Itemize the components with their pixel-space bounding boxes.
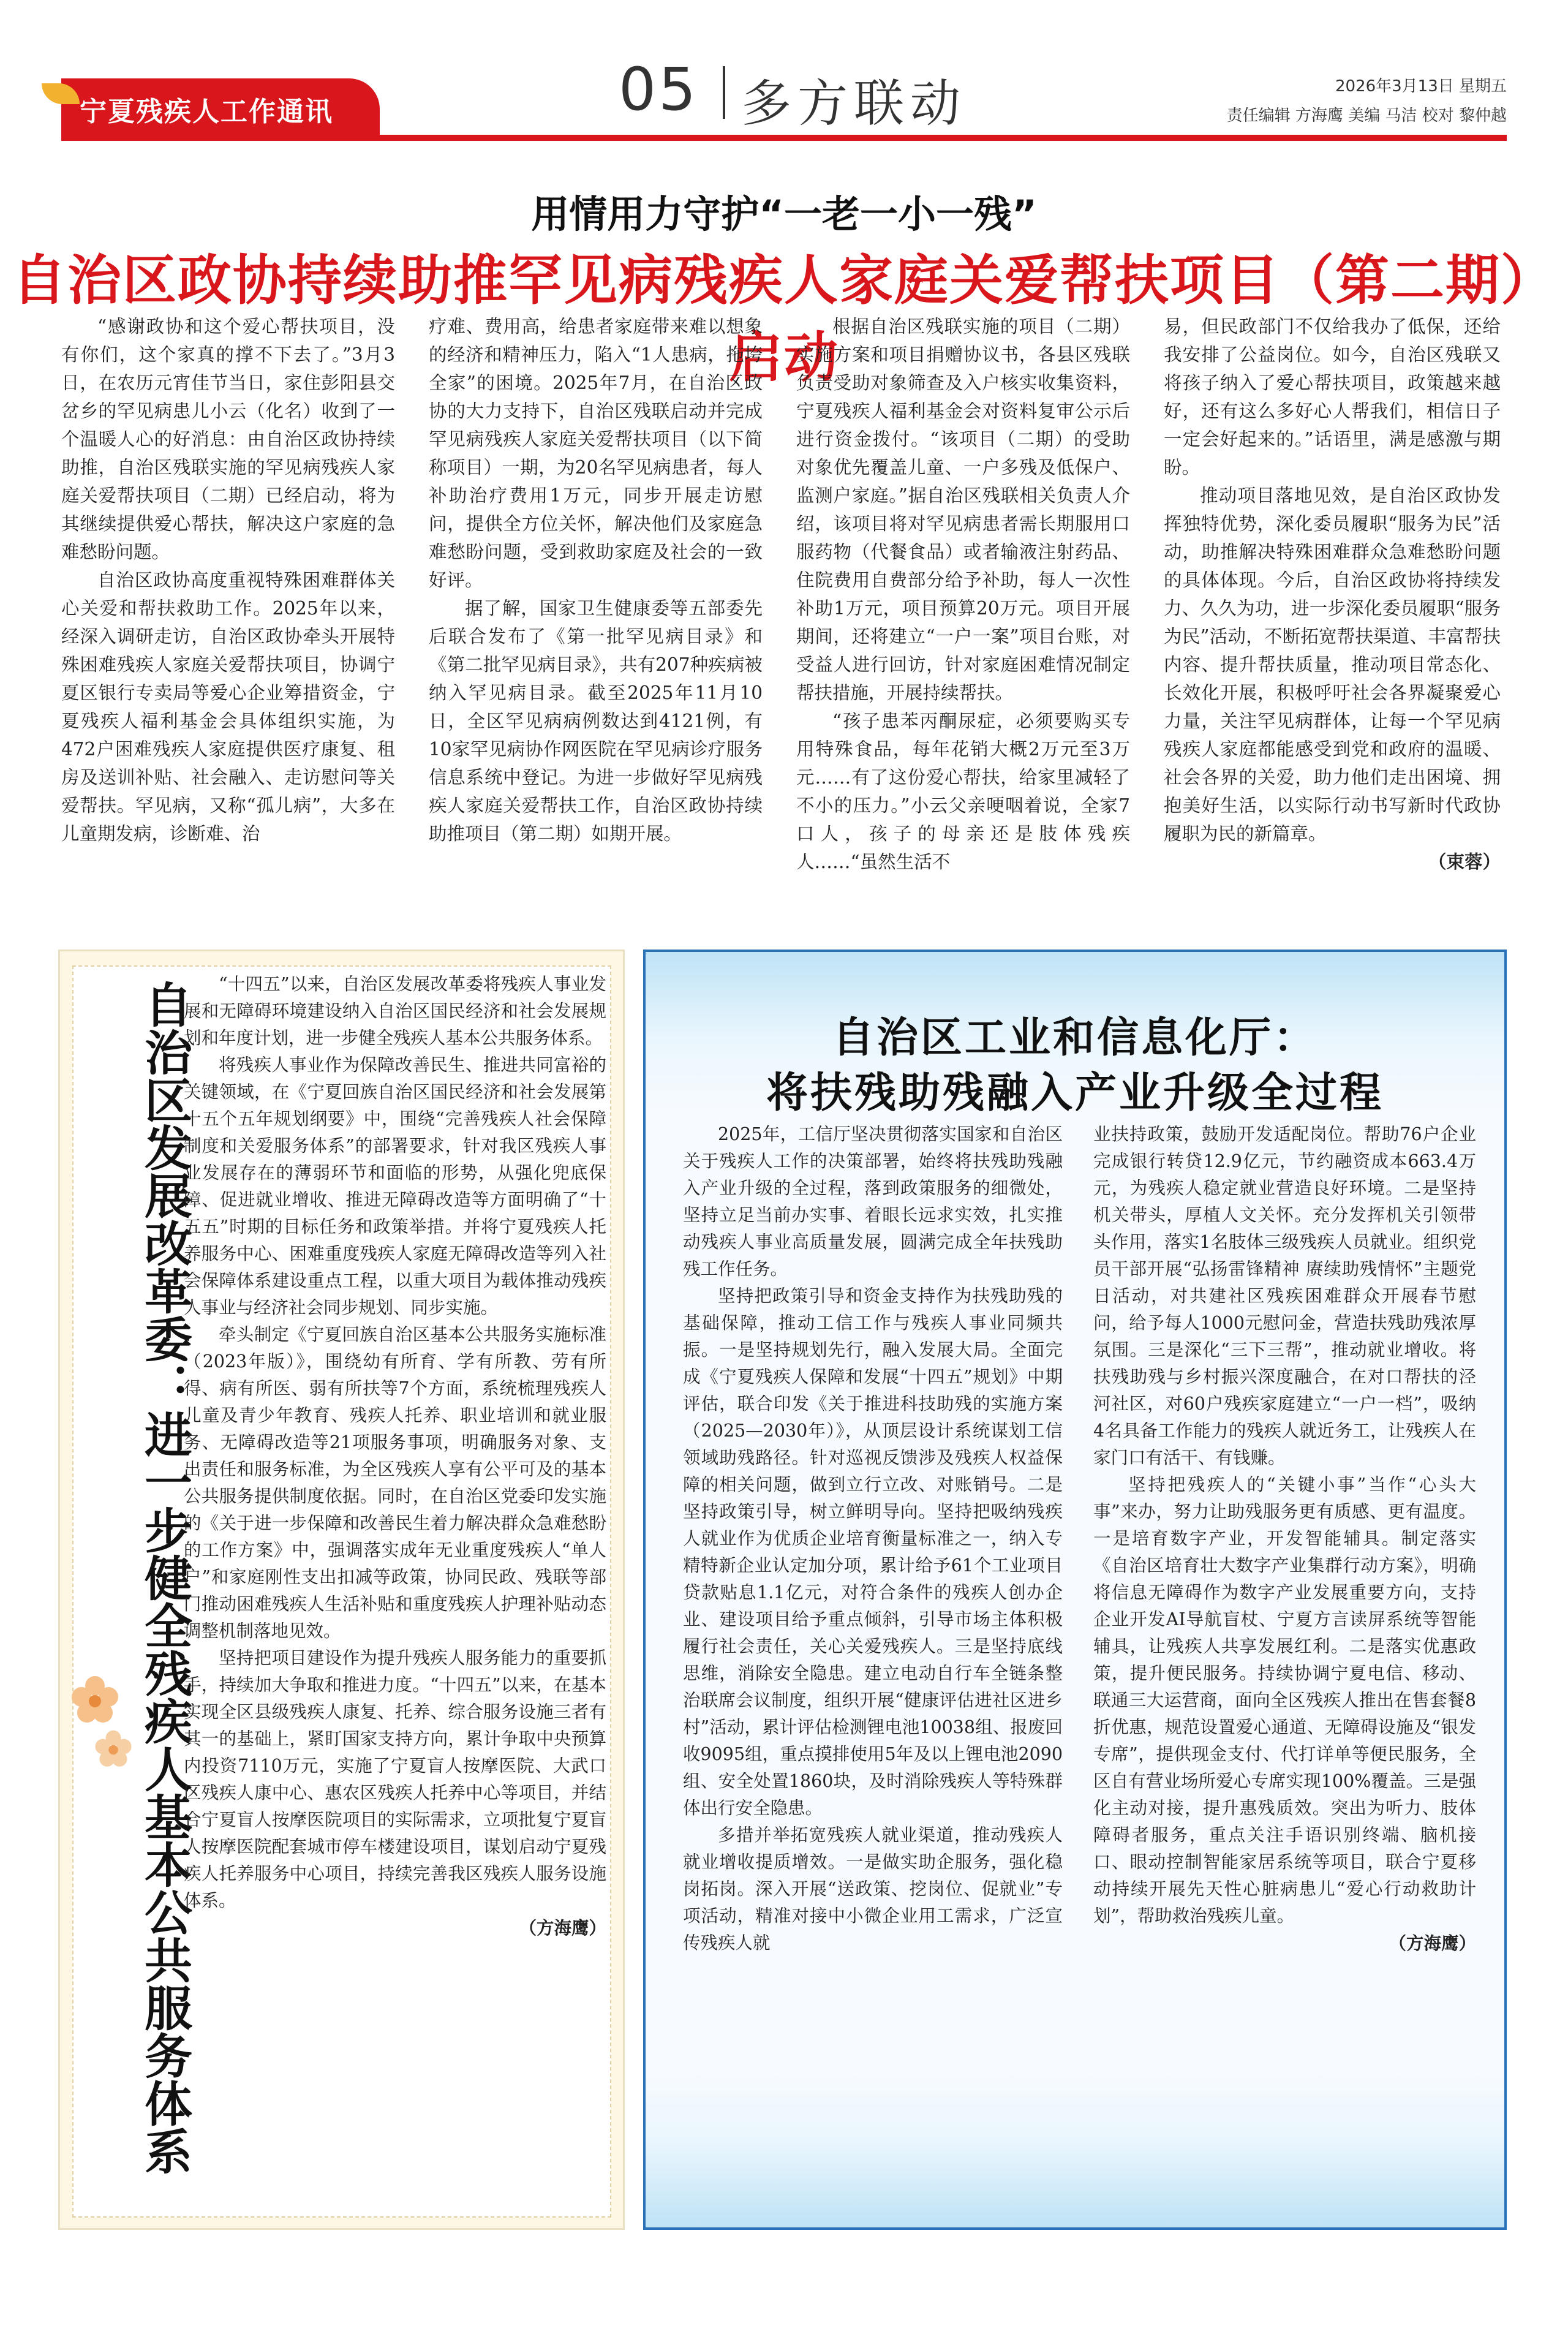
paragraph: 2025年，工信厅坚决贯彻落实国家和自治区关于残疾人工作的决策部署，始终将扶残助残融入产业升级的全过程，落到政策服务的细微处，坚持立足当前办实事、着眼长远求实效，扎实推动残疾人事业高质量发展，圆满完成全年扶残助残工作任务。 <box>683 1124 1063 1279</box>
leaf-ornament-icon <box>42 83 80 104</box>
paragraph: 多措并举拓宽残疾人就业渠道，推动残疾人就业增收提质增效。一是做实助企服务，强化稳岗拓岗。深入开展“送政策、挖岗位、促就业”专项活动，精准对接中小微企业用工需求，广泛宣传残疾人就 <box>683 1825 1063 1953</box>
article3-column-1 <box>683 1121 1063 1957</box>
paragraph: 推动项目落地见效，是自治区政协发挥独特优势，深化委员履职“服务为民”活动，助推解决特殊困难群众急难愁盼问题的具体体现。今后，自治区政协将持续发力、久久为功，进一步深化委员履职“服务为民”活动，不断拓宽帮扶渠道、丰富帮扶内容、提升帮扶质量，推动项目常态化、长效化开展，积极呼吁社会各界凝聚爱心力量，关注罕见病群体，让每一个罕见病残疾人家庭都能感受到党和政府的温暖、社会各界的关爱，助力他们走出困境、拥抱美好生活，以实际行动书写新时代政协履职为民的新篇章。 <box>1164 485 1501 844</box>
lead-headline: 自治区政协持续助推罕见病残疾人家庭关爱帮扶项目（第二期）启动 <box>12 249 1556 389</box>
date-line: 2026年3月13日 星期五 <box>1335 77 1507 96</box>
article2-body <box>184 971 606 1941</box>
section-title: 多方联动 <box>741 75 967 133</box>
paragraph: 牵头制定《宁夏回族自治区基本公共服务实施标准（2023年版）》，围绕幼有所育、学有所教、劳有所得、病有所医、弱有所扶等7个方面，系统梳理残疾人儿童及青少年教育、残疾人托养、职业培训和就业服务、无障碍改造等21项服务事项，明确服务对象、支出责任和服务标准，为全区残疾人享有公平可及的基本公共服务提供制度依据。同时，在自治区党委印发实施的《关于进一步保障和改善民生着力解决群众急难愁盼的工作方案》中，强调落实成年无业重度残疾人“单人户”和家庭刚性支出扣减等政策，协同民政、残联等部门推动困难残疾人生活补贴和重度残疾人护理补贴动态调整机制落地见效。 <box>184 1324 606 1641</box>
lead-column-3 <box>796 312 1130 876</box>
flower-icon <box>67 1672 123 1728</box>
paragraph: 将残疾人事业作为保障改善民生、推进共同富裕的关键领域，在《宁夏回族自治区国民经济和社会发展第十五个五年规划纲要》中，围绕“完善残疾人社会保障制度和关爱服务体系”的部署要求，针对我区残疾人事业发展存在的薄弱环节和面临的形势，从强化兜底保障、促进就业增收、推进无障碍改造等方面明确了“十五五”时期的目标任务和政策举措。并将宁夏残疾人托养服务中心、困难重度残疾人家庭无障碍改造等列入社会保障体系建设重点工程，以重大项目为载体推动残疾人事业与经济社会同步规划、同步实施。 <box>184 1055 606 1318</box>
page-number: 05 <box>619 55 699 124</box>
byline: （方海鹰） <box>1389 1933 1476 1954</box>
masthead-tab <box>61 78 380 140</box>
paragraph: 易，但民政部门不仅给我办了低保，还给我安排了公益岗位。如今，自治区残联又将孩子纳入了爱心帮扶项目，政策越来越好，还有这么多好心人帮我们，相信日子一定会好起来的。”话语里，满是感激与期盼。 <box>1164 316 1501 478</box>
paragraph: 坚持把项目建设作为提升残疾人服务能力的重要抓手，持续加大争取和推进力度。“十四五”以来，在基本实现全区县级残疾人康复、托养、综合服务设施三者有其一的基础上，紧盯国家支持方向，累计争取中央预算内投资7110万元，实施了宁夏盲人按摩医院、大武口区残疾人康中心、惠农区残疾人托养中心等项目，并结合宁夏盲人按摩医院项目的实际需求，立项批复宁夏盲人按摩医院配套城市停车楼建设项目，谋划启动宁夏残疾人托养服务中心项目，持续完善我区残疾人服务设施体系。 <box>184 1648 606 1911</box>
paragraph: “孩子患苯丙酮尿症，必须要购买专用特殊食品，每年花销大概2万元至3万元……有了这份爱心帮扶，给家里减轻了不小的压力。”小云父亲哽咽着说，全家7口人，孩子的母亲还是肢体残疾人……“虽然生活不 <box>796 711 1130 872</box>
header-rule <box>61 135 1507 141</box>
paragraph: “十四五”以来，自治区发展改革委将残疾人事业发展和无障碍环境建设纳入自治区国民经济和社会发展规划和年度计划，进一步健全残疾人基本公共服务体系。 <box>184 974 606 1048</box>
lead-column-4 <box>1164 312 1501 876</box>
lead-column-1 <box>61 312 395 848</box>
paragraph: “感谢政协和这个爱心帮扶项目，没有你们，这个家真的撑不下去了。”3月3日，在农历元宵佳节当日，家住彭阳县交岔乡的罕见病患儿小云（化名）收到了一个温暖人心的好消息：由自治区政协持续助推，自治区残联实施的罕见病残疾人家庭关爱帮扶项目（二期）已经启动，将为其继续提供爱心帮扶，解决这户家庭的急难愁盼问题。 <box>61 316 395 562</box>
byline: （束蓉） <box>1428 851 1501 872</box>
flower-icon <box>92 1728 135 1770</box>
article2-title: 自治区发展改革委：进一步健全残疾人基本公共服务体系 <box>137 980 192 2175</box>
lead-column-2 <box>429 312 763 848</box>
paragraph: 疗难、费用高，给患者家庭带来难以想象的经济和精神压力，陷入“1人患病，拖垮全家”的困境。2025年7月，在自治区政协的大力支持下，自治区残联启动并完成罕见病残疾人家庭关爱帮扶项目（以下简称项目）一期，为20名罕见病患者，每人补助治疗费用1万元，同步开展走访慰问，提供全方位关怀，解决他们及家庭急难愁盼问题，受到救助家庭及社会的一致好评。 <box>429 316 763 591</box>
paragraph: 坚持把残疾人的“关键小事”当作“心头大事”来办，努力让助残服务更有质感、更有温度。一是培育数字产业，开发智能辅具。制定落实《自治区培育壮大数字产业集群行动方案》，明确将信息无障碍作为数字产业发展重要方向，支持企业开发AI导航盲杖、宁夏方言读屏系统等智能辅具，让残疾人共享发展红利。二是落实优惠政策，提升便民服务。持续协调宁夏电信、移动、联通三大运营商，面向全区残疾人推出在售套餐8折优惠，规范设置爱心通道、无障碍设施及“银发专席”，提供现金支付、代打详单等便民服务，全区自有营业场所爱心专席实现100%覆盖。三是强化主动对接，提升惠残质效。突出为听力、肢体障碍者服务，重点关注手语识别终端、脑机接口、眼动控制智能家居系统等项目，联合宁夏移动持续开展先天性心脏病患儿“爱心行动救助计划”，帮助救治残疾儿童。 <box>1093 1475 1476 1926</box>
paragraph: 业扶持政策，鼓励开发适配岗位。帮助76户企业完成银行转贷12.9亿元，节约融资成本663.4万元，为残疾人稳定就业营造良好环境。二是坚持机关带头，厚植人文关怀。充分发挥机关引领带头作用，落实1名肢体三级残疾人员就业。组织党员干部开展“弘扬雷锋精神 赓续助残情怀”主题党日活动，对共建社区残疾困难群众开展春节慰问，给予每人1000元慰问金，营造扶残助残浓厚氛围。三是深化“三下三帮”，推动就业增收。将扶残助残与乡村振兴深度融合，在对口帮扶的泾河社区，对60户残疾家庭建立“一户一档”，吸纳4名具备工作能力的残疾人就近务工，让残疾人在家门口有活干、有钱赚。 <box>1093 1124 1476 1468</box>
lead-subtitle: 用情用力守护“一老一小一残” <box>531 192 1037 236</box>
paragraph: 坚持把政策引导和资金支持作为扶残助残的基础保障，推动工信工作与残疾人事业同频共振。一是坚持规划先行，融入发展大局。全面完成《宁夏残疾人保障和发展“十四五”规划》中期评估，联合印发《关于推进科技助残的实施方案（2025—2030年）》，从顶层设计系统谋划工信领域助残路径。针对巡视反馈涉及残疾人权益保障的相关问题，做到立行立改、对账销号。二是坚持政策引导，树立鲜明导向。坚持把吸纳残疾人就业作为优质企业培育衡量标准之一，纳入专精特新企业认定加分项，累计给予61个工业项目贷款贴息1.1亿元，对符合条件的残疾人创办企业、建设项目给予重点倾斜，引导市场主体积极履行社会责任，关心关爱残疾人。三是坚持底线思维，消除安全隐患。建立电动自行车全链条整治联席会议制度，组织开展“健康评估进社区进乡村”活动，累计评估检测锂电池10038组、报废回收9095组，重点摸排使用5年及以上锂电池2090组、安全处置1860块，及时消除残疾人等特殊群体出行安全隐患。 <box>683 1286 1063 1818</box>
article3-title-line1: 自治区工业和信息化厅： <box>832 1013 1317 1062</box>
paragraph: 根据自治区残联实施的项目（二期）实施方案和项目捐赠协议书，各县区残联负责受助对象筛查及入户核实收集资料，宁夏残疾人福利基金会对资料复审公示后进行资金拨付。“该项目（二期）的受助对象优先覆盖儿童、一户多残及低保户、监测户家庭。”据自治区残联相关负责人介绍，该项目将对罕见病患者需长期服用口服药物（代餐食品）或者输液注射药品、住院费用自费部分给予补助，每人一次性补助1万元，项目预算20万元。项目开展期间，还将建立“一户一案”项目台账，对受益人进行回访，针对家庭困难情况制定帮扶措施，开展持续帮扶。 <box>796 316 1130 703</box>
paragraph: 自治区政协高度重视特殊困难群体关心关爱和帮扶救助工作。2025年以来，经深入调研走访，自治区政协牵头开展特殊困难残疾人家庭关爱帮扶项目，协调宁夏区银行专卖局等爱心企业筹措资金，宁夏残疾人福利基金会具体组织实施，为472户困难残疾人家庭提供医疗康复、租房及送训补贴、社会融入、走访慰问等关爱帮扶。罕见病，又称“孤儿病”，大多在儿童期发病，诊断难、治 <box>61 570 395 844</box>
box-bottom-band <box>646 2071 1504 2227</box>
byline: （方海鹰） <box>519 1917 606 1938</box>
article3-title-line2: 将扶残助残融入产业升级全过程 <box>766 1068 1384 1117</box>
newspaper-title: 宁夏残疾人工作通讯 <box>80 96 333 127</box>
page-divider <box>723 66 725 119</box>
paragraph: 据了解，国家卫生健康委等五部委先后联合发布了《第一批罕见病目录》和《第二批罕见病目录》，共有207种疾病被纳入罕见病目录。截至2025年11月10日，全区罕见病病例数达到4121例，有10家罕见病协作网医院在罕见病诊疗服务信息系统中登记。为进一步做好罕见病残疾人家庭关爱帮扶工作，自治区政协持续助推项目（第二期）如期开展。 <box>429 598 763 844</box>
staff-line: 责任编辑 方海鹰 美编 马洁 校对 黎仲越 <box>1226 107 1507 125</box>
article3-column-2 <box>1093 1121 1476 1957</box>
